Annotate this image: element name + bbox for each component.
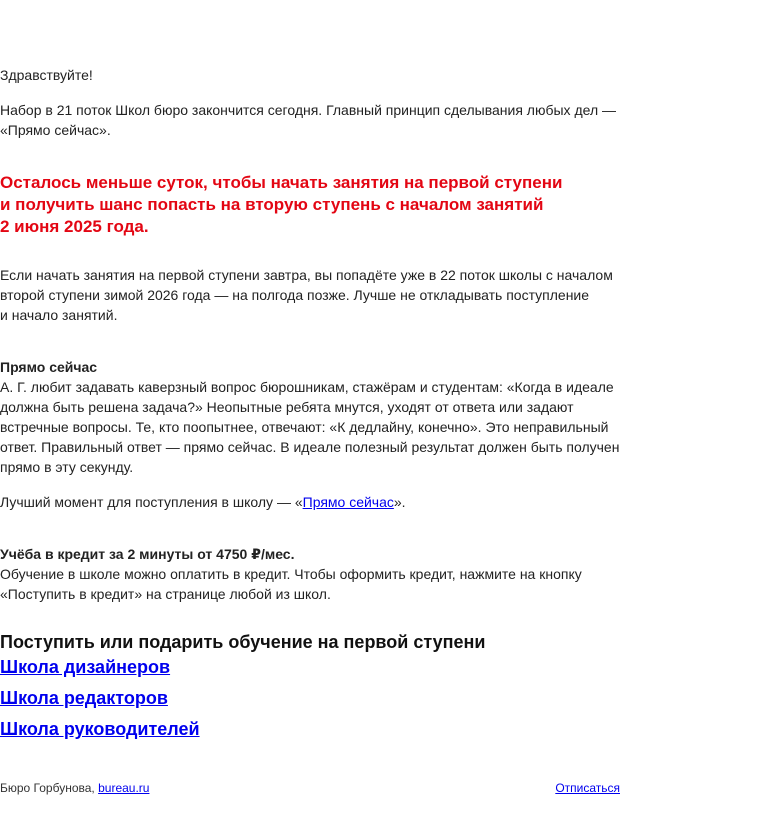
credit-body <box>0 564 625 604</box>
school-editors-link[interactable]: Школа редакторов <box>0 688 168 708</box>
enroll-title: Поступить или подарить обучение на первой ступени <box>0 632 486 652</box>
footer <box>0 780 620 796</box>
headline-line-1: Осталось меньше суток, чтобы начать занятия на первой ступени <box>0 173 563 192</box>
school-designers-link[interactable]: Школа дизайнеров <box>0 657 171 677</box>
best-moment-text: Лучший момент для поступления в школу — « <box>0 494 303 510</box>
school-managers-link[interactable]: Школа руководителей <box>0 719 200 739</box>
best-moment-paragraph <box>0 492 625 512</box>
credit-section <box>0 544 625 604</box>
next-stream-line-2: второй ступени зимой 2026 года — на полгода позже. Лучше не откладывать поступление <box>0 287 590 303</box>
greeting: Здравствуйте! <box>0 67 93 83</box>
next-stream-line-3: и начало занятий. <box>0 307 118 323</box>
headline-line-2: и получить шанс попасть на вторую ступень с началом занятий <box>0 195 544 214</box>
intro-paragraph: Набор в 21 поток Школ бюро закончится сегодня. Главный принцип сделывания любых дел — «Прямо сейчас». <box>0 102 616 138</box>
headline-line-3: 2 июня 2025 года. <box>0 217 149 236</box>
footer-company: Бюро Горбунова, <box>0 781 99 795</box>
credit-line-2: «Поступить в кредит» на странице любой из школ. <box>0 586 331 602</box>
right-now-link[interactable]: Прямо сейчас <box>302 494 394 510</box>
next-stream-line-1: Если начать занятия на первой ступени завтра, вы попадёте уже в 22 поток школы с началом <box>0 267 613 283</box>
unsubscribe-link[interactable]: Отписаться <box>555 781 620 795</box>
credit-title: Учёба в кредит за 2 минуты от 4750 ₽/мес. <box>0 546 295 562</box>
right-now-body: А. Г. любит задавать каверзный вопрос бюрошникам, стажёрам и студентам: «Когда в идеале должна быть решена задача?» Неопытные ребята мнутся, уходят от ответа или задают встречные вопросы. Те, кто поопытнее, отвечают: «К дедлайну, конечно». Это неправильный ответ. Правильный ответ — прямо сейчас. В идеале полезный результат должен быть получен прямо в эту секунду. <box>0 379 620 475</box>
best-moment-end: ». <box>393 494 406 510</box>
right-now-title: Прямо сейчас <box>0 359 98 375</box>
next-stream-paragraph <box>0 265 625 325</box>
right-now-section <box>0 357 625 477</box>
bureau-site-link[interactable]: bureau.ru <box>98 781 150 795</box>
footer-credits <box>0 780 149 796</box>
credit-line-1: Обучение в школе можно оплатить в кредит. Чтобы оформить кредит, нажмите на кнопку <box>0 566 582 582</box>
headline <box>0 172 625 238</box>
